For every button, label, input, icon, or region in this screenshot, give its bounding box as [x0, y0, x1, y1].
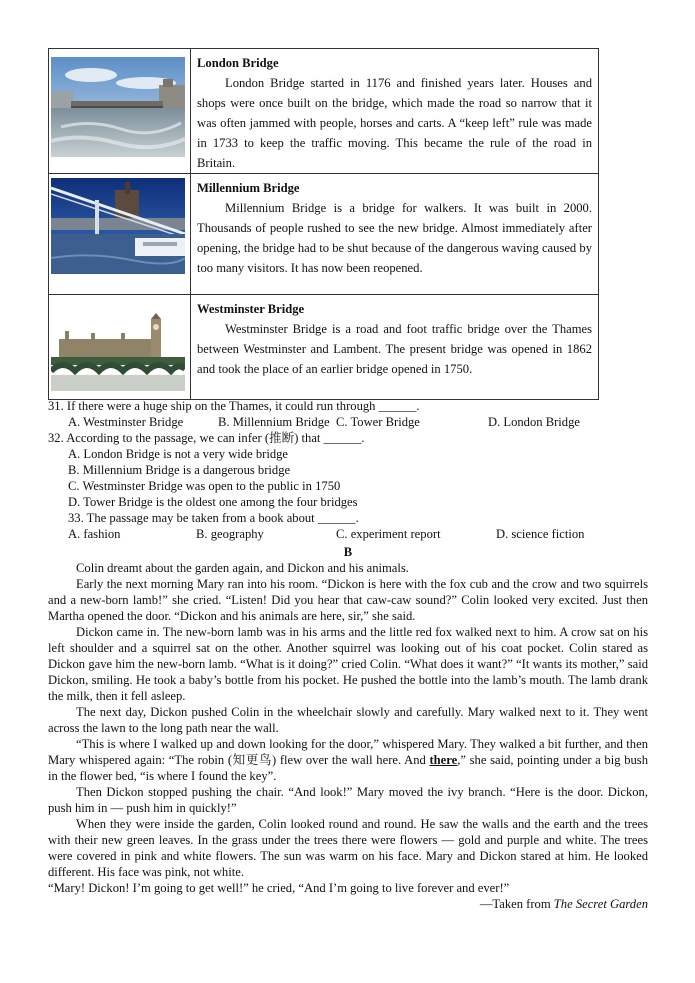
story-paragraph: Then Dickon stopped pushing the chair. “And look!” Mary moved the ivy branch. “Here is the door. Dickon, push him in — push him in quickly!”: [48, 785, 648, 815]
story-text: “This is where I walked up and down looking for the door,” whispered Mary. They walked a bit further, and then Mary whispered again: “The robin (知更鸟) flew over the wall here. And: [48, 737, 648, 767]
option: D. London Bridge: [488, 415, 580, 429]
bridge-title: Millennium Bridge: [197, 181, 300, 195]
option: C. Tower Bridge: [336, 415, 420, 429]
source-prefix: —Taken from: [479, 897, 554, 911]
bridge-description: Millennium Bridge is a bridge for walkers. It was built in 2000. Thousands of people rushed to see the new bridge. Almost immediately after opening, the bridge had to be shut because of the dangerous waving caused by too many visitors. It has now been reopened.: [197, 201, 592, 275]
bridge-row-london: [49, 49, 598, 173]
option: C. Westminster Bridge was open to the public in 1750: [68, 479, 341, 493]
westminster-bridge-photo: [51, 313, 185, 391]
option: C. experiment report: [336, 527, 441, 541]
bridge-row-westminster: [49, 294, 598, 399]
bridge-row-millennium: [49, 173, 598, 294]
question-31-options: [48, 414, 648, 430]
bridge-description: Westminster Bridge is a road and foot traffic bridge over the Thames between Westminster and Lambent. The present bridge was opened in 1862 and took the place of an earlier bridge opened in 1750.: [197, 322, 592, 376]
option: B. geography: [196, 527, 264, 541]
millennium-bridge-photo-cell: [49, 174, 191, 294]
question-33-options: [48, 526, 648, 542]
london-bridge-text-cell: [191, 49, 598, 173]
option: A. fashion: [68, 527, 121, 541]
source-title: The Secret Garden: [553, 897, 648, 911]
option: D. science fiction: [496, 527, 585, 541]
section-b-passage: [48, 544, 648, 912]
option: B. Millennium Bridge is a dangerous bridge: [68, 463, 291, 477]
option: D. Tower Bridge is the oldest one among the four bridges: [68, 495, 358, 509]
story-paragraph: Colin dreamt about the garden again, and Dickon and his animals.: [76, 561, 409, 575]
question-33-stem: 33. The passage may be taken from a book about ______.: [68, 511, 359, 525]
bridge-title: London Bridge: [197, 56, 279, 70]
bridge-description: London Bridge started in 1176 and finished years later. Houses and shops were once built on the bridge, which made the road so narrow that it was often jammed with people, horses and carts. A “keep left” rule was made in 1733 to keep the traffic moving. This became the rule of the road in Britain.: [197, 76, 592, 170]
section-heading: B: [343, 545, 353, 559]
story-paragraph: Dickon came in. The new-born lamb was in his arms and the little red fox walked next to him. A crow sat on his left shoulder and a squirrel sat on the other. Another squirrel was looking out of his coat pocket. Colin stared as Dickon gave him the new-born lamb. “What is it doing?” cried Colin. “What does it want?” “It wants its mother,” said Dickon, smiling. He took a baby’s bottle from his pocket. He pushed the bottle into the lamb’s mouth. The lamb drank the milk, then it fell asleep.: [48, 625, 648, 703]
story-paragraph: When they were inside the garden, Colin looked round and round. He saw the walls and the earth and the trees with their new green leaves. In the grass under the trees there were flowers — gold and purple and white. The trees were covered in pink and white flowers. The sun was warm on his face. Mary and Dickon stared at him. He looked different. His face was pink, not white.: [48, 817, 648, 879]
story-paragraph: [48, 736, 648, 784]
option: B. Millennium Bridge: [218, 415, 330, 429]
millennium-bridge-text-cell: [191, 174, 598, 294]
bridge-title: Westminster Bridge: [197, 302, 305, 316]
underlined-word: there: [429, 753, 458, 767]
question-31-stem: 31. If there were a huge ship on the Thames, it could run through ______.: [48, 399, 420, 413]
story-paragraph: The next day, Dickon pushed Colin in the wheelchair slowly and carefully. Mary walked next to it. They went across the lawn to the long path near the wall.: [48, 705, 648, 735]
london-bridge-photo-cell: [49, 49, 191, 173]
story-paragraph: Early the next morning Mary ran into his room. “Dickon is here with the fox cub and the crow and two squirrels and a new-born lamb!” she cried. “Listen! Did you hear that caw-caw sound?” Colin looked very excited. Just then Martha opened the door. “Dickon and his animals are here, sir,” she said.: [48, 577, 648, 623]
westminster-bridge-photo-cell: [49, 295, 191, 399]
story-paragraph: “Mary! Dickon! I’m going to get well!” he cried, “And I’m going to live forever and ever!”: [48, 881, 510, 895]
questions-block: [48, 398, 648, 542]
bridge-table: [48, 48, 599, 400]
story-text: ,” she said, pointing under a big bush in the flower bed, “is where I found the key”.: [48, 753, 648, 783]
london-bridge-photo: [51, 57, 185, 157]
question-32-stem: 32. According to the passage, we can infer (推断) that ______.: [48, 431, 365, 445]
option: A. Westminster Bridge: [68, 415, 184, 429]
option: A. London Bridge is not a very wide bridge: [68, 447, 288, 461]
westminster-bridge-text-cell: [191, 295, 598, 399]
millennium-bridge-photo: [51, 178, 185, 274]
source-line: [48, 896, 648, 912]
